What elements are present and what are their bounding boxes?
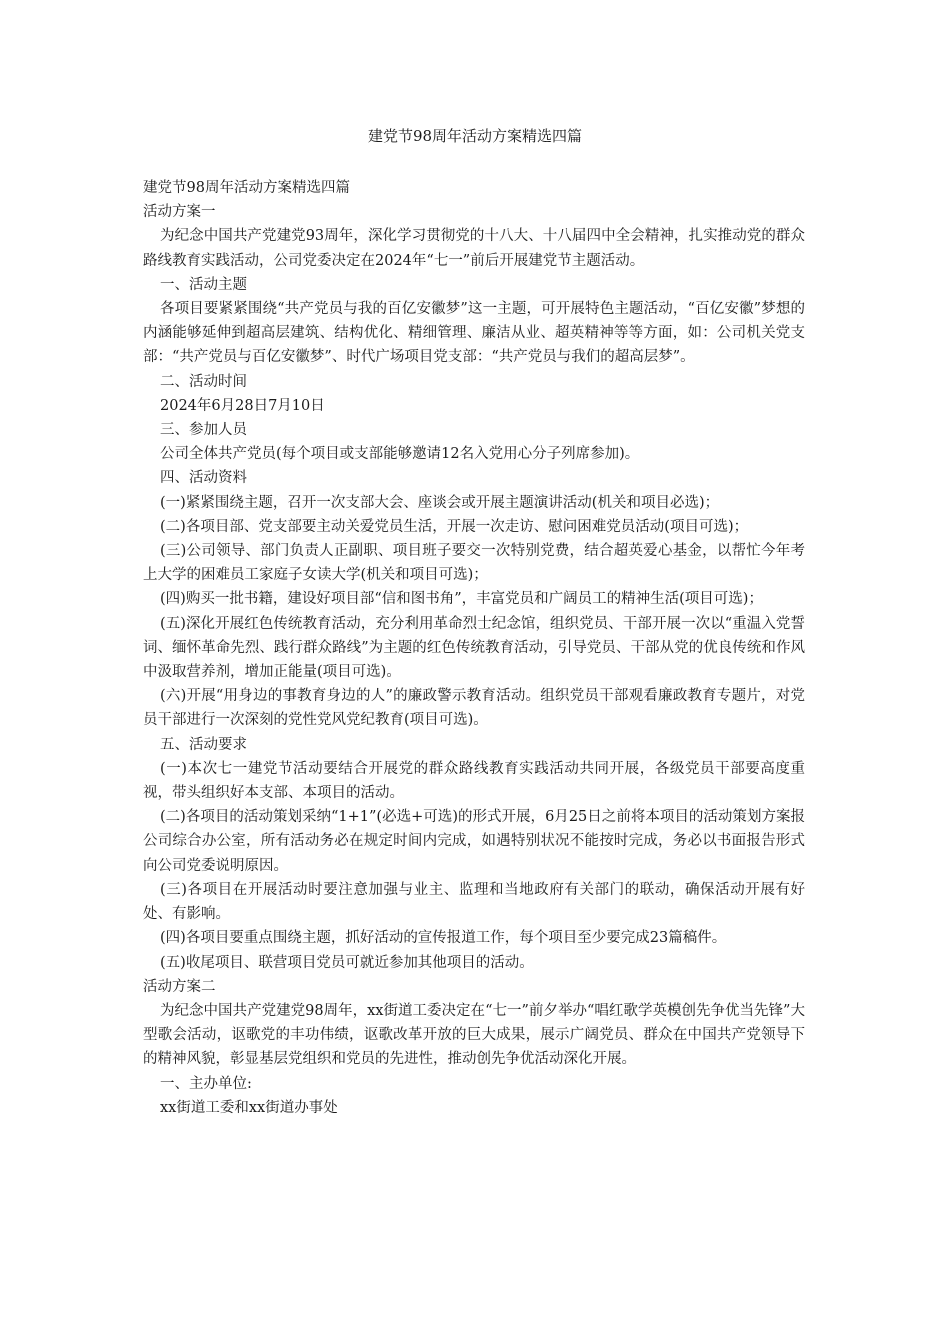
plan1-section4-item: (五)深化开展红色传统教育活动，充分利用革命烈士纪念馆，组织党员、干部开展一次以“重温入党誓词、缅怀革命先烈、践行群众路线”为主题的红色传统教育活动，引导党员、干部从党的优良传统和作风中汲取营养剂，增加正能量(项目可选)。 [143,615,805,681]
plan1-section5-item: (四)各项目要重点围绕主题，抓好活动的宣传报道工作，每个项目至少要完成23篇稿件。 [160,930,727,947]
plan2-intro: 为纪念中国共产党建党98周年，xx街道工委决定在“七一”前夕举办“唱红歌学英模创先争优当先锋”大型歌会活动，讴歌党的丰功伟绩，讴歌改革开放的巨大成果，展示广阔党员、群众在中国共产党领导下的精神风貌，彰显基层党组织和党员的先进性，推动创先争优活动深化开展。 [143,1002,805,1068]
plan1-section1-title: 一、活动主题 [160,276,247,293]
plan1-section4-item: (二)各项目部、党支部要主动关爱党员生活，开展一次走访、慰问困难党员活动(项目可选)； [160,518,749,535]
plan1-section3-title: 三、参加人员 [160,422,247,439]
plan1-section4-item: (三)公司领导、部门负责人正副职、项目班子要交一次特别党费，结合超英爱心基金，以帮忙今年考上大学的困难员工家庭子女读大学(机关和项目可选)； [143,543,805,584]
document-body [143,176,805,1120]
document-subtitle: 建党节98周年活动方案精选四篇 [143,180,350,196]
plan1-section4-title: 四、活动资料 [160,470,247,487]
plan1-section5-item: (一)本次七一建党节活动要结合开展党的群众路线教育实践活动共同开展，各级党员干部要高度重视，带头组织好本支部、本项目的活动。 [143,760,805,802]
plan1-section5-item: (二)各项目的活动策划采纳“1+1”(必选+可选)的形式开展，6月25日之前将本项目的活动策划方案报公司综合办公室，所有活动务必在规定时间内完成，如遇特别状况不能按时完成，务必以书面报告形式向公司党委说明原因。 [143,809,805,874]
plan1-section2-title: 二、活动时间 [160,373,247,390]
plan1-section1-text: 各项目要紧紧围绕“共产党员与我的百亿安徽梦”这一主题，可开展特色主题活动，“百亿安徽”梦想的内涵能够延伸到超高层建筑、结构优化、精细管理、廉洁从业、超英精神等等方面，如：公司机关党支部：“共产党员与百亿安徽梦”、时代广场项目党支部：“共产党员与我们的超高层梦”。 [143,301,805,366]
plan2-section1-text: xx街道工委和xx街道办事处 [160,1099,338,1116]
plan1-section4-item: (六)开展“用身边的事教育身边的人”的廉政警示教育活动。组织党员干部观看廉政教育专题片，对党员干部进行一次深刻的党性党风党纪教育(项目可选)。 [143,688,805,729]
plan1-section5-title: 五、活动要求 [160,736,247,753]
plan1-heading: 活动方案一 [143,204,216,221]
plan1-section5-item: (三)各项目在开展活动时要注意加强与业主、监理和当地政府有关部门的联动，确保活动开展有好处、有影响。 [143,881,805,923]
plan1-section5-item: (五)收尾项目、联营项目党员可就近参加其他项目的活动。 [160,954,534,971]
plan1-section4-item: (一)紧紧围绕主题，召开一次支部大会、座谈会或开展主题演讲活动(机关和项目必选)； [160,494,720,511]
plan1-section2-text: 2024年6月28日7月10日 [160,397,325,414]
plan1-section4-item: (四)购买一批书籍，建设好项目部“信和图书角”，丰富党员和广阔员工的精神生活(项目可选)； [160,591,763,608]
plan1-intro: 为纪念中国共产党建党93周年，深化学习贯彻党的十八大、十八届四中全会精神，扎实推动党的群众路线教育实践活动，公司党委决定在2024年“七一”前后开展建党节主题活动。 [143,228,805,269]
plan1-section3-text: 公司全体共产党员(每个项目或支部能够邀请12名入党用心分子列席参加)。 [160,446,640,463]
plan2-section1-title: 一、主办单位: [160,1075,252,1092]
plan2-heading: 活动方案二 [143,978,216,995]
document-title: 建党节98周年活动方案精选四篇 [367,127,583,145]
